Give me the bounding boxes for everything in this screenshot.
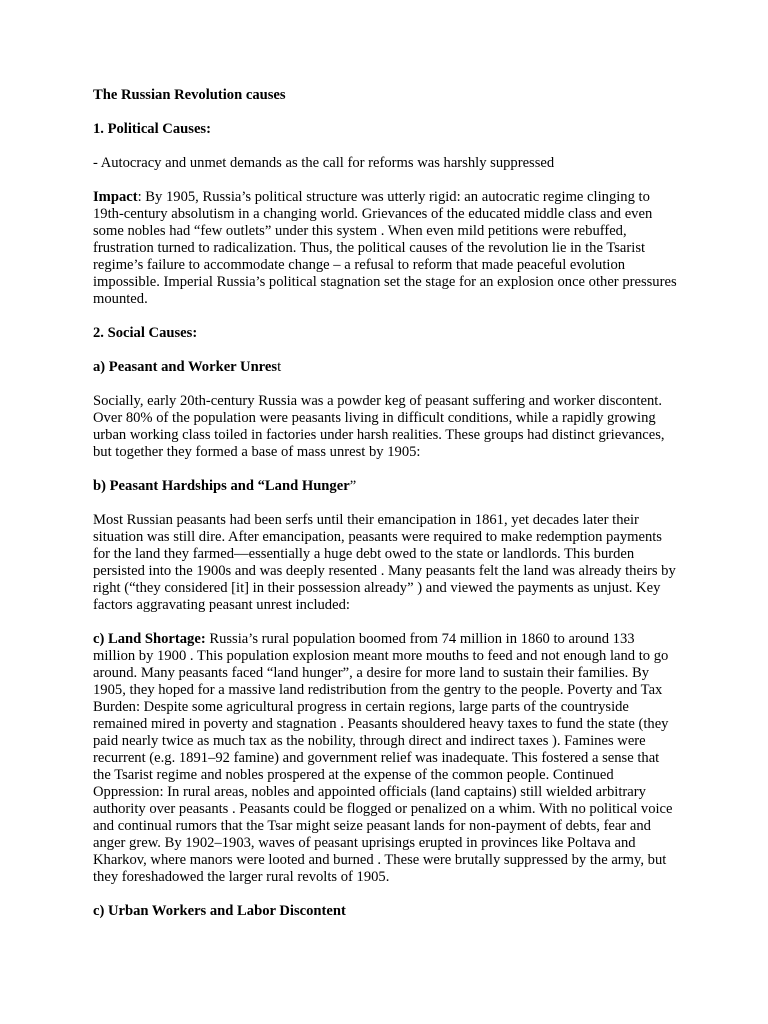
subheading-peasant-worker-unrest	[93, 359, 678, 376]
impact-text: : By 1905, Russia’s political structure was utterly rigid: an autocratic regime clinging to 19th-century absolutism in a changing world. Grievances of the educated middle class and even some nobles had “few outlets” under this system . When even mild petitions were rebuffed, frustration turned to radicalization. Thus, the political causes of the revolution lie in the Tsarist regime’s failure to accommodate change – a refusal to reform that made peaceful evolution impossible. Imperial Russia’s political stagnation set the stage for an explosion once other pressures mounted.	[93, 189, 677, 307]
section-heading-social: 2. Social Causes:	[93, 325, 198, 341]
political-bullet: - Autocracy and unmet demands as the call for reforms was harshly suppressed	[93, 155, 555, 171]
subheading-urban-workers: c) Urban Workers and Labor Discontent	[93, 903, 346, 919]
subheading-b-tail: ”	[349, 478, 357, 494]
land-shortage-text: Russia’s rural population boomed from 74 million in 1860 to around 133 million by 1900 . This population explosion meant more mouths to feed and not enough land to go around. Many peasants faced “land hunger”, a desire for more land to sustain their families. By 1905, they hoped for a massive land redistribution from the gentry to the people. Poverty and Tax Burden: Despite some agricultural progress in certain regions, large parts of the countryside remained mired in poverty and stagnation . Peasants shouldered heavy taxes to fund the state (they paid nearly twice as much tax as the nobility, through direct and indirect taxes ). Famines were recurrent (e.g. 1891–92 famine) and government relief was inadequate. This fostered a sense that the Tsarist regime and nobles prospered at the expense of the common people. Continued Oppression: In rural areas, nobles and appointed officials (land captains) still wielded arbitrary authority over peasants . Peasants could be flogged or penalized on a whim. With no political voice and continual rumors that the Tsar might seize peasant lands for non-payment of debts, fear and anger grew. By 1902–1903, waves of peasant uprisings erupted in provinces like Poltava and Kharkov, where manors were looted and burned . These were brutally suppressed by the army, but they foreshadowed the larger rural revolts of 1905.	[93, 631, 673, 885]
impact-paragraph	[93, 189, 678, 308]
peasant-hardships-paragraph: Most Russian peasants had been serfs until their emancipation in 1861, yet decades later their situation was still dire. After emancipation, peasants were required to make redemption payments for the land they farmed—essentially a huge debt owed to the state or landlords. This burden persisted into the 1900s and was deeply resented . Many peasants felt the land was already theirs by right (“they considered [it] in their possession already” ) and viewed the payments as unjust. Key factors aggravating peasant unrest included:	[93, 512, 676, 613]
section-heading-political: 1. Political Causes:	[93, 121, 211, 137]
land-shortage-label: c) Land Shortage:	[93, 631, 206, 647]
document-title: The Russian Revolution causes	[93, 87, 286, 103]
subheading-a-tail: t	[277, 359, 282, 375]
subheading-a-bold: a) Peasant and Worker Unres	[93, 359, 278, 375]
document-page	[93, 87, 678, 937]
social-paragraph: Socially, early 20th-century Russia was a powder keg of peasant suffering and worker discontent. Over 80% of the population were peasants living in difficult conditions, while a rapidly growing urban working class toiled in factories under harsh realities. These groups had distinct grievances, but together they formed a base of mass unrest by 1905:	[93, 393, 665, 460]
subheading-b-bold: b) Peasant Hardships and “Land Hunger	[93, 478, 350, 494]
subheading-peasant-hardships	[93, 478, 678, 495]
land-shortage-paragraph	[93, 631, 678, 886]
impact-label: Impact	[93, 189, 138, 205]
